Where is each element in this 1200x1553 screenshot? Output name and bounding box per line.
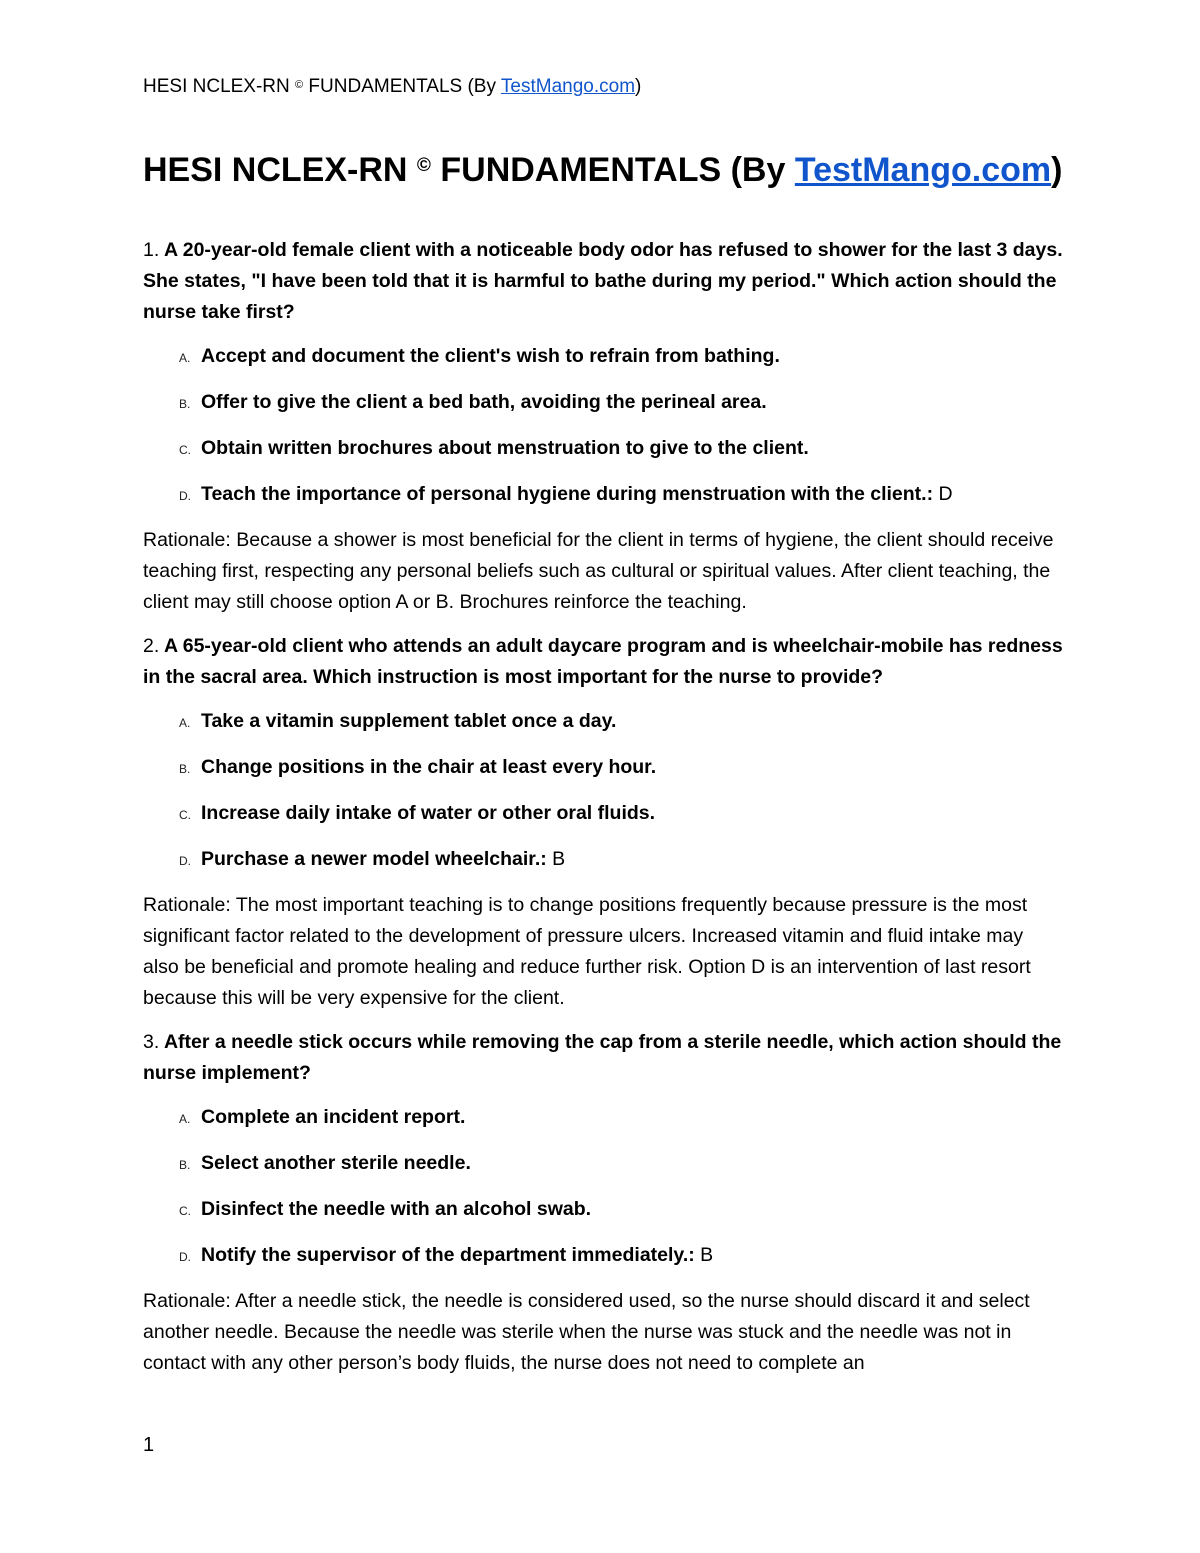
answer-key: B: [546, 848, 566, 870]
question-number: 3.: [143, 1031, 160, 1053]
header-text-end: ): [635, 76, 642, 97]
answer-options: [143, 341, 1063, 525]
question-2: [143, 631, 1063, 1014]
option-b: [143, 752, 1063, 798]
option-letter: B.: [179, 762, 191, 776]
option-letter: D.: [179, 854, 191, 868]
running-header: [143, 74, 641, 100]
option-text: Select another sterile needle.: [201, 1152, 471, 1174]
answer-options: [143, 1102, 1063, 1286]
option-text: Teach the importance of personal hygiene during menstruation with the client.:: [201, 483, 934, 505]
rationale: Rationale: The most important teaching is to change positions frequently because pressure is the most significant factor related to the development of pressure ulcers. Increased vitamin and fluid intake may also be beneficial and promote healing and reduce further risk. Option D is an intervention of last resort because this will be very expensive for the client.: [143, 894, 1031, 1009]
option-text: Change positions in the chair at least every hour.: [201, 756, 657, 778]
answer-options: [143, 706, 1063, 890]
title-testmango-link[interactable]: TestMango.com: [794, 151, 1052, 189]
option-d: [143, 1240, 1063, 1286]
rationale: Rationale: After a needle stick, the needle is considered used, so the nurse should discard it and select another needle. Because the needle was sterile when the nurse was stuck and the needle was not in contact with any other person’s body fluids, the nurse does not need to complete an: [143, 1290, 1030, 1374]
option-letter: C.: [179, 443, 191, 457]
header-text: HESI NCLEX-RN: [143, 76, 296, 97]
option-a: [143, 1102, 1063, 1148]
option-text: Complete an incident report.: [201, 1106, 466, 1128]
question-number: 1.: [143, 239, 160, 261]
option-letter: B.: [179, 397, 191, 411]
title-text-mid: FUNDAMENTALS (By: [430, 151, 795, 189]
option-text: Disinfect the needle with an alcohol swab.: [201, 1198, 592, 1220]
question-stem: [143, 1027, 1063, 1089]
question-stem: [143, 235, 1063, 328]
questions-content: [143, 235, 1063, 1392]
option-letter: A.: [179, 1112, 191, 1126]
option-letter: C.: [179, 1204, 191, 1218]
option-text: Take a vitamin supplement tablet once a day.: [201, 710, 617, 732]
question-stem: [143, 631, 1063, 693]
header-registered-mark: ©: [295, 79, 304, 91]
option-letter: A.: [179, 716, 191, 730]
option-b: [143, 387, 1063, 433]
option-letter: C.: [179, 808, 191, 822]
answer-key: D: [933, 483, 953, 505]
title-text: HESI NCLEX-RN: [143, 151, 417, 189]
option-text: Offer to give the client a bed bath, avoiding the perineal area.: [201, 391, 767, 413]
option-b: [143, 1148, 1063, 1194]
option-a: [143, 706, 1063, 752]
option-letter: D.: [179, 1250, 191, 1264]
option-d: [143, 844, 1063, 890]
option-c: [143, 433, 1063, 479]
header-testmango-link[interactable]: TestMango.com: [500, 76, 636, 97]
option-text: Notify the supervisor of the department immediately.:: [201, 1244, 695, 1266]
option-a: [143, 341, 1063, 387]
question-text: After a needle stick occurs while removing the cap from a sterile needle, which action should the nurse implement?: [143, 1031, 1062, 1084]
rationale: Rationale: Because a shower is most beneficial for the client in terms of hygiene, the client should receive teaching first, respecting any personal beliefs such as cultural or spiritual values. After client teaching, the client may still choose option A or B. Brochures reinforce the teaching.: [143, 529, 1054, 613]
question-text: A 65-year-old client who attends an adult daycare program and is wheelchair-mobile has redness in the sacral area. Which instruction is most important for the nurse to provide?: [143, 635, 1063, 688]
question-1: [143, 235, 1063, 618]
option-c: [143, 1194, 1063, 1240]
option-letter: A.: [179, 351, 191, 365]
question-3: [143, 1027, 1063, 1379]
question-text: A 20-year-old female client with a noticeable body odor has refused to shower for the last 3 days. She states, "I have been told that it is harmful to bathe during my period." Which action should the nurse take first?: [143, 239, 1063, 323]
option-d: [143, 479, 1063, 525]
header-text-mid: FUNDAMENTALS (By: [303, 76, 501, 97]
option-c: [143, 798, 1063, 844]
title-text-end: ): [1051, 151, 1063, 189]
option-letter: D.: [179, 489, 191, 503]
option-text: Purchase a newer model wheelchair.:: [201, 848, 547, 870]
option-text: Increase daily intake of water or other oral fluids.: [201, 802, 656, 824]
option-letter: B.: [179, 1158, 191, 1172]
page-number: 1: [143, 1434, 155, 1456]
answer-key: B: [694, 1244, 714, 1266]
question-number: 2.: [143, 635, 160, 657]
title-registered-mark: ©: [416, 155, 431, 176]
option-text: Accept and document the client's wish to refrain from bathing.: [201, 345, 780, 367]
option-text: Obtain written brochures about menstruation to give to the client.: [201, 437, 809, 459]
page-title: [143, 147, 1062, 193]
